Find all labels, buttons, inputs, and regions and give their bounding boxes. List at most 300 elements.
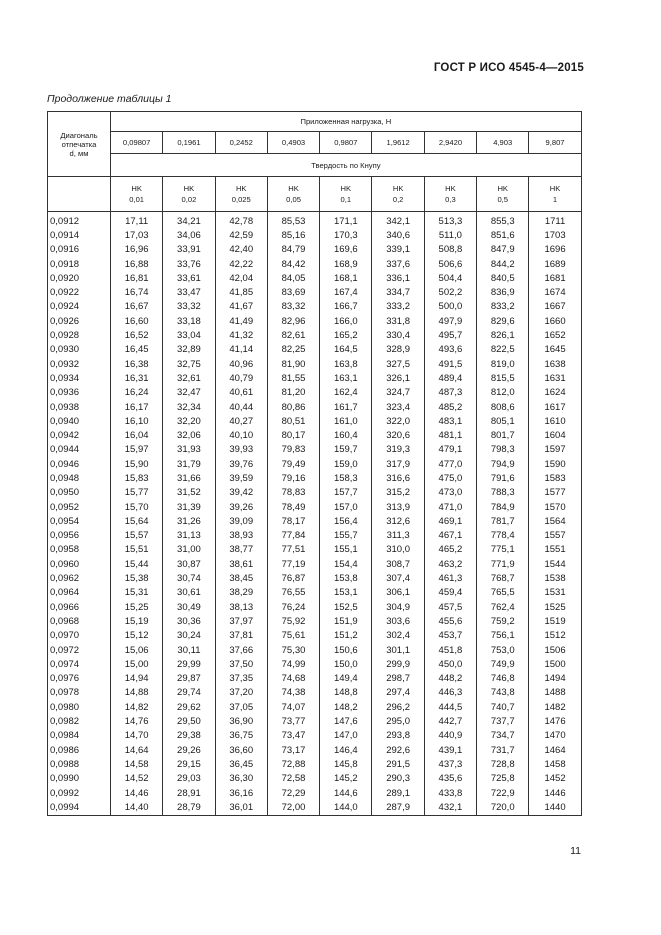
hardness-cell: 299,9 — [372, 657, 424, 671]
hardness-cell: 1519 — [529, 614, 581, 628]
hardness-cell: 84,79 — [267, 243, 319, 257]
hardness-cell: 1652 — [529, 328, 581, 342]
table-row — [48, 243, 582, 257]
hardness-cell: 1674 — [529, 285, 581, 299]
hardness-cell: 308,7 — [372, 557, 424, 571]
hardness-cell: 38,29 — [215, 586, 267, 600]
hardness-cell: 32,20 — [163, 414, 215, 428]
hardness-cell: 29,15 — [163, 757, 215, 771]
hardness-cell: 511,0 — [424, 228, 476, 242]
hardness-cell: 36,16 — [215, 786, 267, 800]
hardness-cell: 296,2 — [372, 700, 424, 714]
hk-scale-value: 0,2 — [392, 195, 404, 204]
hardness-cell: 37,35 — [215, 672, 267, 686]
table-row — [48, 629, 582, 643]
table-row — [48, 212, 582, 229]
hardness-cell: 437,3 — [424, 757, 476, 771]
hardness-cell: 506,6 — [424, 257, 476, 271]
table-row — [48, 285, 582, 299]
hk-scale-value: 0,01 — [129, 195, 145, 204]
hardness-cell: 16,17 — [111, 400, 163, 414]
hardness-cell: 15,83 — [111, 471, 163, 485]
hardness-cell: 489,4 — [424, 371, 476, 385]
hardness-cell: 146,4 — [320, 743, 372, 757]
hardness-cell: 76,24 — [267, 600, 319, 614]
diagonal-cell: 0,0936 — [48, 386, 111, 400]
load-value-header: 1,9612 — [372, 132, 424, 154]
hk-scale-header — [372, 177, 424, 212]
hardness-cell: 791,6 — [477, 471, 529, 485]
hardness-cell: 38,45 — [215, 571, 267, 585]
hardness-cell: 15,90 — [111, 457, 163, 471]
hardness-cell: 1597 — [529, 443, 581, 457]
hardness-header: Твердость по Кнупу — [111, 154, 582, 177]
hardness-cell: 163,1 — [320, 371, 372, 385]
hardness-cell: 72,29 — [267, 786, 319, 800]
hardness-cell: 1446 — [529, 786, 581, 800]
hardness-cell: 77,51 — [267, 543, 319, 557]
diagonal-cell: 0,0986 — [48, 743, 111, 757]
hardness-cell: 297,4 — [372, 686, 424, 700]
table-row — [48, 571, 582, 585]
hardness-cell: 30,61 — [163, 586, 215, 600]
hardness-cell: 14,40 — [111, 800, 163, 816]
hardness-cell: 36,60 — [215, 743, 267, 757]
hk-blank-cell — [48, 177, 111, 212]
hardness-cell: 504,4 — [424, 271, 476, 285]
hardness-cell: 29,26 — [163, 743, 215, 757]
hardness-cell: 15,77 — [111, 486, 163, 500]
hardness-cell: 42,78 — [215, 212, 267, 229]
hardness-cell: 16,31 — [111, 371, 163, 385]
hk-symbol: HK — [288, 184, 299, 193]
document-code: ГОСТ Р ИСО 4545-4—2015 — [433, 62, 584, 74]
hardness-cell: 29,50 — [163, 714, 215, 728]
hardness-cell: 169,6 — [320, 243, 372, 257]
hardness-cell: 85,53 — [267, 212, 319, 229]
hardness-cell: 808,6 — [477, 400, 529, 414]
hardness-cell: 150,6 — [320, 643, 372, 657]
hardness-cell: 30,87 — [163, 557, 215, 571]
hardness-cell: 342,1 — [372, 212, 424, 229]
hardness-cell: 1689 — [529, 257, 581, 271]
hardness-cell: 36,45 — [215, 757, 267, 771]
hardness-cell: 38,77 — [215, 543, 267, 557]
hardness-cell: 155,1 — [320, 543, 372, 557]
hardness-cell: 778,4 — [477, 529, 529, 543]
hardness-cell: 728,8 — [477, 757, 529, 771]
hardness-cell: 82,96 — [267, 314, 319, 328]
hardness-cell: 72,00 — [267, 800, 319, 816]
hardness-cell: 497,9 — [424, 314, 476, 328]
hardness-cell: 37,05 — [215, 700, 267, 714]
hardness-cell: 32,34 — [163, 400, 215, 414]
hardness-cell: 79,83 — [267, 443, 319, 457]
diagonal-cell: 0,0926 — [48, 314, 111, 328]
hardness-cell: 844,2 — [477, 257, 529, 271]
hardness-cell: 435,6 — [424, 772, 476, 786]
hardness-cell: 42,59 — [215, 228, 267, 242]
diagonal-cell: 0,0950 — [48, 486, 111, 500]
hardness-cell: 320,6 — [372, 428, 424, 442]
hardness-cell: 1583 — [529, 471, 581, 485]
hardness-cell: 16,74 — [111, 285, 163, 299]
table-row — [48, 371, 582, 385]
load-value-header: 4,903 — [477, 132, 529, 154]
hardness-cell: 781,7 — [477, 514, 529, 528]
hardness-cell: 158,3 — [320, 471, 372, 485]
hardness-cell: 147,0 — [320, 729, 372, 743]
diagonal-cell: 0,0946 — [48, 457, 111, 471]
table-row — [48, 729, 582, 743]
hardness-cell: 33,04 — [163, 328, 215, 342]
hardness-cell: 1711 — [529, 212, 581, 229]
hk-scale-value: 1 — [552, 195, 558, 204]
hardness-cell: 481,1 — [424, 428, 476, 442]
hardness-cell: 291,5 — [372, 757, 424, 771]
hardness-cell: 336,1 — [372, 271, 424, 285]
load-value-header: 0,2452 — [215, 132, 267, 154]
hardness-cell: 331,8 — [372, 314, 424, 328]
hardness-cell: 762,4 — [477, 600, 529, 614]
hardness-cell: 731,7 — [477, 743, 529, 757]
hardness-cell: 836,9 — [477, 285, 529, 299]
hardness-cell: 42,40 — [215, 243, 267, 257]
hardness-cell: 161,7 — [320, 400, 372, 414]
hardness-cell: 73,77 — [267, 714, 319, 728]
hardness-cell: 826,1 — [477, 328, 529, 342]
hardness-cell: 31,66 — [163, 471, 215, 485]
hardness-cell: 81,20 — [267, 386, 319, 400]
hardness-cell: 1531 — [529, 586, 581, 600]
hardness-cell: 151,2 — [320, 629, 372, 643]
hardness-cell: 41,67 — [215, 300, 267, 314]
hardness-cell: 301,1 — [372, 643, 424, 657]
hk-scale-value: 0,1 — [340, 195, 352, 204]
hardness-cell: 444,5 — [424, 700, 476, 714]
hardness-cell: 16,24 — [111, 386, 163, 400]
hardness-cell: 30,24 — [163, 629, 215, 643]
hardness-cell: 473,0 — [424, 486, 476, 500]
hk-scale-header — [267, 177, 319, 212]
table-row — [48, 257, 582, 271]
hardness-cell: 461,3 — [424, 571, 476, 585]
diagonal-cell: 0,0980 — [48, 700, 111, 714]
hardness-cell: 847,9 — [477, 243, 529, 257]
hardness-cell: 81,55 — [267, 371, 319, 385]
load-value-header: 0,1961 — [163, 132, 215, 154]
hardness-cell: 465,2 — [424, 543, 476, 557]
diagonal-cell: 0,0916 — [48, 243, 111, 257]
diagonal-cell: 0,0972 — [48, 643, 111, 657]
table-row — [48, 743, 582, 757]
hardness-cell: 479,1 — [424, 443, 476, 457]
hk-scale-value: 0,3 — [445, 195, 456, 204]
diagonal-cell: 0,0932 — [48, 357, 111, 371]
hardness-cell: 1696 — [529, 243, 581, 257]
hardness-cell: 448,2 — [424, 672, 476, 686]
hardness-cell: 41,49 — [215, 314, 267, 328]
hardness-cell: 84,05 — [267, 271, 319, 285]
diagonal-cell: 0,0952 — [48, 500, 111, 514]
hk-symbol: HK — [392, 184, 404, 193]
diagonal-cell: 0,0982 — [48, 714, 111, 728]
table-row — [48, 271, 582, 285]
hardness-cell: 85,16 — [267, 228, 319, 242]
hardness-cell: 156,4 — [320, 514, 372, 528]
hardness-cell: 315,2 — [372, 486, 424, 500]
hardness-cell: 36,01 — [215, 800, 267, 816]
diagonal-cell: 0,0914 — [48, 228, 111, 242]
hardness-cell: 819,0 — [477, 357, 529, 371]
hardness-cell: 40,27 — [215, 414, 267, 428]
hardness-cell: 442,7 — [424, 714, 476, 728]
hardness-cell: 759,2 — [477, 614, 529, 628]
table-row — [48, 700, 582, 714]
table-row — [48, 300, 582, 314]
hardness-cell: 15,25 — [111, 600, 163, 614]
hardness-cell: 290,3 — [372, 772, 424, 786]
hardness-cell: 302,4 — [372, 629, 424, 643]
diagonal-cell: 0,0918 — [48, 257, 111, 271]
hardness-cell: 39,42 — [215, 486, 267, 500]
hardness-cell: 153,8 — [320, 571, 372, 585]
hardness-cell: 1464 — [529, 743, 581, 757]
hardness-cell: 16,67 — [111, 300, 163, 314]
hardness-cell: 734,7 — [477, 729, 529, 743]
hardness-cell: 77,19 — [267, 557, 319, 571]
hardness-cell: 160,4 — [320, 428, 372, 442]
hardness-cell: 166,0 — [320, 314, 372, 328]
hardness-cell: 38,61 — [215, 557, 267, 571]
hardness-cell: 38,93 — [215, 529, 267, 543]
hardness-cell: 495,7 — [424, 328, 476, 342]
hardness-cell: 34,21 — [163, 212, 215, 229]
diagonal-cell: 0,0942 — [48, 428, 111, 442]
hardness-cell: 32,47 — [163, 386, 215, 400]
hardness-cell: 788,3 — [477, 486, 529, 500]
hardness-cell: 74,38 — [267, 686, 319, 700]
hardness-cell: 37,50 — [215, 657, 267, 671]
hardness-cell: 319,3 — [372, 443, 424, 457]
diagonal-label-line: Диагональ — [60, 130, 98, 140]
hardness-cell: 150,0 — [320, 657, 372, 671]
hardness-cell: 513,3 — [424, 212, 476, 229]
hardness-cell: 161,0 — [320, 414, 372, 428]
hardness-cell: 337,6 — [372, 257, 424, 271]
hardness-cell: 311,3 — [372, 529, 424, 543]
hardness-cell: 79,49 — [267, 457, 319, 471]
hardness-cell: 148,8 — [320, 686, 372, 700]
hardness-cell: 40,96 — [215, 357, 267, 371]
hardness-cell: 75,30 — [267, 643, 319, 657]
hardness-cell: 1512 — [529, 629, 581, 643]
hardness-cell: 15,12 — [111, 629, 163, 643]
hardness-cell: 42,22 — [215, 257, 267, 271]
hk-scale-header — [529, 177, 581, 212]
hk-scale-header — [477, 177, 529, 212]
hk-scale-header — [111, 177, 163, 212]
table-row — [48, 786, 582, 800]
diagonal-cell: 0,0970 — [48, 629, 111, 643]
table-row — [48, 686, 582, 700]
hardness-cell: 439,1 — [424, 743, 476, 757]
hardness-cell: 39,76 — [215, 457, 267, 471]
hardness-cell: 292,6 — [372, 743, 424, 757]
hardness-cell: 15,97 — [111, 443, 163, 457]
hardness-cell: 16,04 — [111, 428, 163, 442]
hardness-cell: 463,2 — [424, 557, 476, 571]
hardness-cell: 15,19 — [111, 614, 163, 628]
hardness-cell: 1525 — [529, 600, 581, 614]
hardness-cell: 17,11 — [111, 212, 163, 229]
hardness-cell: 1667 — [529, 300, 581, 314]
hardness-cell: 41,85 — [215, 285, 267, 299]
table-row — [48, 386, 582, 400]
hardness-cell: 29,38 — [163, 729, 215, 743]
hardness-cell: 784,9 — [477, 500, 529, 514]
table-row — [48, 657, 582, 671]
hardness-cell: 840,5 — [477, 271, 529, 285]
diagonal-cell: 0,0920 — [48, 271, 111, 285]
hardness-cell: 326,1 — [372, 371, 424, 385]
hardness-cell: 14,70 — [111, 729, 163, 743]
hardness-cell: 313,9 — [372, 500, 424, 514]
hardness-cell: 317,9 — [372, 457, 424, 471]
hk-symbol: HK — [131, 184, 142, 193]
hardness-cell: 14,52 — [111, 772, 163, 786]
table-row — [48, 800, 582, 816]
hardness-cell: 74,68 — [267, 672, 319, 686]
hardness-cell: 40,61 — [215, 386, 267, 400]
diagonal-cell: 0,0990 — [48, 772, 111, 786]
hardness-cell: 508,8 — [424, 243, 476, 257]
hardness-cell: 15,70 — [111, 500, 163, 514]
hardness-cell: 37,81 — [215, 629, 267, 643]
hardness-cell: 16,96 — [111, 243, 163, 257]
diagonal-cell: 0,0968 — [48, 614, 111, 628]
hardness-cell: 147,6 — [320, 714, 372, 728]
hardness-cell: 16,10 — [111, 414, 163, 428]
hardness-cell: 829,6 — [477, 314, 529, 328]
hardness-cell: 1604 — [529, 428, 581, 442]
hardness-cell: 74,07 — [267, 700, 319, 714]
diagonal-label-line: отпечатка — [61, 139, 97, 149]
hardness-cell: 83,32 — [267, 300, 319, 314]
hardness-cell: 459,4 — [424, 586, 476, 600]
hardness-cell: 76,87 — [267, 571, 319, 585]
hk-symbol: HK — [497, 184, 508, 193]
table-row — [48, 357, 582, 371]
hardness-cell: 310,0 — [372, 543, 424, 557]
hardness-cell: 29,74 — [163, 686, 215, 700]
hardness-cell: 833,2 — [477, 300, 529, 314]
hardness-cell: 295,0 — [372, 714, 424, 728]
hardness-cell: 316,6 — [372, 471, 424, 485]
hardness-cell: 15,31 — [111, 586, 163, 600]
hardness-cell: 82,61 — [267, 328, 319, 342]
hardness-cell: 14,94 — [111, 672, 163, 686]
hardness-cell: 31,00 — [163, 543, 215, 557]
diagonal-cell: 0,0964 — [48, 586, 111, 600]
hardness-cell: 30,11 — [163, 643, 215, 657]
hardness-cell: 307,4 — [372, 571, 424, 585]
hardness-cell: 17,03 — [111, 228, 163, 242]
table-row — [48, 672, 582, 686]
hardness-cell: 82,25 — [267, 343, 319, 357]
hardness-cell: 293,8 — [372, 729, 424, 743]
hardness-cell: 303,6 — [372, 614, 424, 628]
hardness-cell: 152,5 — [320, 600, 372, 614]
hardness-cell: 1452 — [529, 772, 581, 786]
diagonal-cell: 0,0924 — [48, 300, 111, 314]
hardness-cell: 32,75 — [163, 357, 215, 371]
hk-scale-header — [424, 177, 476, 212]
table-caption: Продолжение таблицы 1 — [47, 93, 172, 105]
table-row — [48, 772, 582, 786]
hardness-cell: 154,4 — [320, 557, 372, 571]
hardness-cell: 28,79 — [163, 800, 215, 816]
hardness-cell: 151,9 — [320, 614, 372, 628]
hardness-cell: 1624 — [529, 386, 581, 400]
hardness-cell: 167,4 — [320, 285, 372, 299]
hardness-cell: 453,7 — [424, 629, 476, 643]
hardness-cell: 1638 — [529, 357, 581, 371]
hardness-cell: 15,64 — [111, 514, 163, 528]
hardness-cell: 165,2 — [320, 328, 372, 342]
hardness-cell: 75,61 — [267, 629, 319, 643]
table-row — [48, 757, 582, 771]
diagonal-cell: 0,0940 — [48, 414, 111, 428]
hardness-cell: 298,7 — [372, 672, 424, 686]
hk-scale-header — [320, 177, 372, 212]
hardness-cell: 1476 — [529, 714, 581, 728]
diagonal-cell: 0,0930 — [48, 343, 111, 357]
hardness-cell: 469,1 — [424, 514, 476, 528]
hardness-cell: 502,2 — [424, 285, 476, 299]
diagonal-cell: 0,0976 — [48, 672, 111, 686]
hardness-cell: 14,76 — [111, 714, 163, 728]
hardness-cell: 31,79 — [163, 457, 215, 471]
hardness-cell: 36,75 — [215, 729, 267, 743]
hardness-cell: 446,3 — [424, 686, 476, 700]
hardness-cell: 153,1 — [320, 586, 372, 600]
hardness-cell: 477,0 — [424, 457, 476, 471]
hardness-cell: 1570 — [529, 500, 581, 514]
hardness-cell: 1590 — [529, 457, 581, 471]
hardness-cell: 15,57 — [111, 529, 163, 543]
table-row — [48, 500, 582, 514]
hk-symbol: HK — [235, 184, 247, 193]
hardness-cell: 16,88 — [111, 257, 163, 271]
hardness-cell: 14,82 — [111, 700, 163, 714]
hardness-cell: 340,6 — [372, 228, 424, 242]
hardness-cell: 746,8 — [477, 672, 529, 686]
hardness-cell: 144,0 — [320, 800, 372, 816]
table-row — [48, 529, 582, 543]
hardness-cell: 32,89 — [163, 343, 215, 357]
hardness-cell: 1544 — [529, 557, 581, 571]
hardness-cell: 1506 — [529, 643, 581, 657]
hardness-cell: 720,0 — [477, 800, 529, 816]
hardness-cell: 41,32 — [215, 328, 267, 342]
hardness-cell: 31,39 — [163, 500, 215, 514]
hardness-cell: 76,55 — [267, 586, 319, 600]
hardness-cell: 72,88 — [267, 757, 319, 771]
hardness-cell: 14,88 — [111, 686, 163, 700]
load-header: Приложенная нагрузка, Н — [111, 112, 582, 132]
load-value-header: 0,9807 — [320, 132, 372, 154]
